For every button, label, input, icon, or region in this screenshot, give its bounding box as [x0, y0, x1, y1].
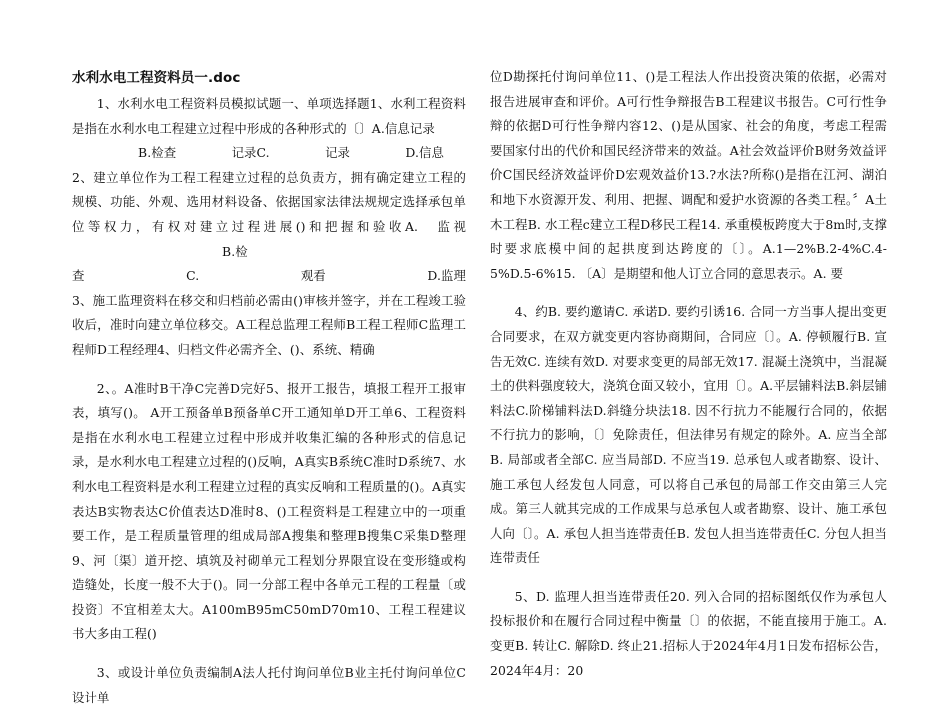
paragraph-2-option: B.检 [222, 243, 248, 259]
option-text: 观看 [300, 268, 326, 284]
question-2-options [72, 264, 466, 289]
paragraph-2-continued: 3、施工监理资料在移交和归档前必需由()审核并签字，并在工程竣工验收后，准时向建立单位移交。A工程总监理工程师B工程工程师C监理工程师D工程经理4、归档文件必需齐全、()、系统、精确 [72, 292, 466, 357]
paragraph-5: 位D勘探托付询问单位11、()是工程法人作出投资决策的依据，必需对报告进展审查和评价。A可行性争辩报告B工程建议书报告。C可行性争辩的依据D可行性争辩内容12、()是从国家、社会的角度，考虑工程需要国家付出的代价和国民经济带来的效益。A社会效益评价B财务效益评价C国民经济效益评价D宏观效益价13.?水法?所称()是指在江河、湖泊和地下水资源开发、利用、把握、调配和爱护水资源的各类工程。〞A土木工程B. 水工程c建立工程D移民工程14. 承重模板跨度大于8m时,支撑时要求底模中间的起拱度到达跨度的〔〕。A.1—2%B.2-4%C.4-5%D.5-6%15. 〔A〕是期望和他人订立合同的意思表示。A. 要 [490, 69, 887, 281]
option-text: 记录 [325, 145, 351, 161]
left-column [72, 68, 466, 705]
option-text: C. [186, 268, 200, 284]
document-title: 水利水电工程资料员一.doc [72, 70, 241, 86]
paragraph-2-option: 监视 [434, 218, 466, 234]
option-text: 查 [72, 268, 85, 284]
option-text: D.监理 [427, 268, 466, 284]
paragraph-2 [72, 166, 466, 264]
paragraph-1: 1、水利水电工程资料员模拟试题一、单项选择题1、水利工程资料是指在水利水电工程建立过程中形成的各种形式的〔〕A.信息记录 [72, 96, 466, 136]
question-1-options [72, 141, 466, 166]
paragraph-7: 5、D. 监理人担当连带责任20. 列入合同的招标图纸仅作为承包人投标报价和在履行合同过程中衡量〔〕的依据，不能直接用于施工。A. 变更B. 转让C. 解除D. 终止21.招标人于2024年4月1日发布招标公告，2024年4月：20 [490, 588, 887, 678]
paragraph-6: 4、约B. 要约邀请C. 承诺D. 要约引诱16. 合同一方当事人提出变更合同要求，在双方就变更内容协商期间，合同应〔〕。A. 停顿履行B. 宣告无效C. 连续有效D. 对要求变更的局部无效17. 混凝土浇筑中，当混凝土的供料强度较大，浇筑仓面又较小，宜用〔〕。A.平层铺料法B.斜层铺料法C.阶梯铺料法D.斜缝分块法18. 因不行抗力不能履行合同的，依据不行抗力的影响，〔〕免除责任，但法律另有规定的除外。A. 应当全部B. 局部或者全部C. 应当局部D. 不应当19. 总承包人或者勘察、设计、施工承包人经发包人同意，可以将自己承包的局部工作交由第三人完成。第三人就其完成的工作成果与总承包人或者勘察、设计、施工承包人向〔〕。A. 承包人担当连带责任B. 发包人担当连带责任C. 分包人担当连带责任 [490, 304, 887, 566]
right-column [490, 65, 887, 678]
option-text: 记录C. [231, 145, 270, 161]
paragraph-3: 2、。A准时B干净C完善D完好5、报开工报告，填报工程开工报审表，填写()。 A开工预备单B预备单C开工通知单D开工单6、工程资料是指在水利水电工程建立过程中形成并收集汇编的各种形式的信息记录，是水利水电工程建立过程的()反响，A真实B系统C准时D系统7、水利水电工程资料是水利工程建立过程的真实反响和工程质量的()。A真实表达B实物表达C价值表达D准时8、()工程资料是工程建立中的一项重要工作，是工程质量管理的组成局部A搜集和整理B搜集C采集D整理9、河〔渠〕道开挖、填筑及衬砌单元工程划分界限宜设在变形缝或构造缝处，长度一般不大于()。同一分部工程中各单元工程的工程量〔或投资〕不宜相差太大。A100mB95mC50mD70m10、工程工程建议书大多由工程() [72, 380, 466, 642]
paragraph-4: 3、或设计单位负责编制A法人托付询问单位B业主托付询问单位C设计单 [72, 665, 466, 705]
option-text: D.信息 [405, 145, 444, 161]
paragraph-2-text: 2、建立单位作为工程工程建立过程的总负责方，拥有确定建立工程的规模、功能、外观、选用材料设备、依据国家法律法规规定选择承包单位等权力，有权对建立过程进展()和把握和验收A. [72, 169, 466, 234]
option-text: B.检查 [138, 145, 177, 161]
